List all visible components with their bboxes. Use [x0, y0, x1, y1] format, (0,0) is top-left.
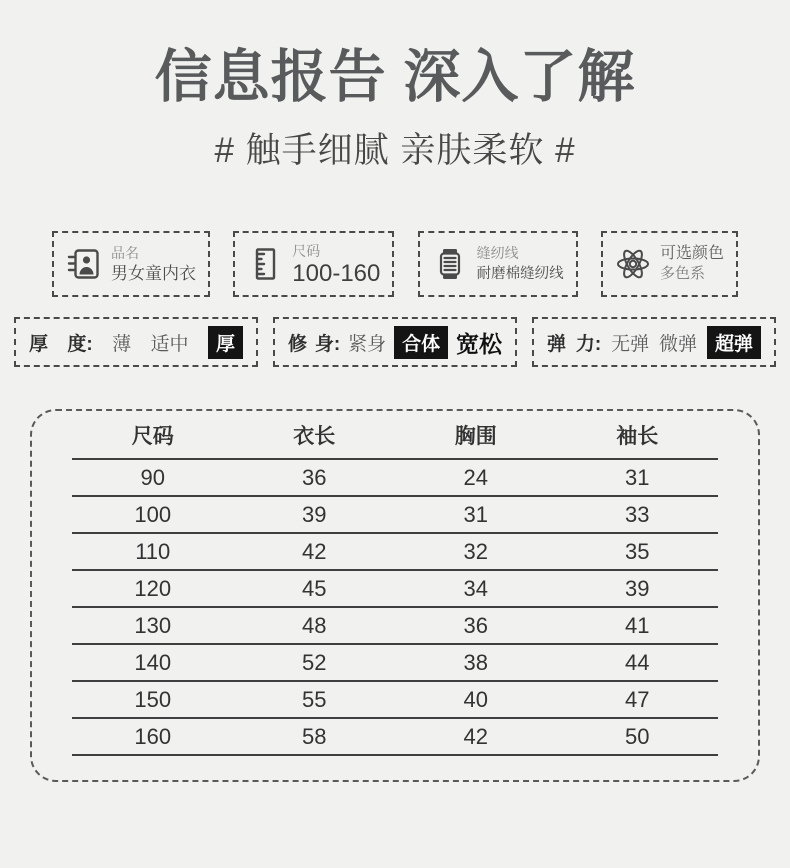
- table-cell: 90: [140, 464, 165, 490]
- option-loose: 宽松: [456, 330, 502, 357]
- info-box-value: 多色系: [659, 264, 705, 282]
- table-row: [72, 571, 718, 608]
- bar-label: 度:: [67, 333, 93, 355]
- bar-label: 厚: [29, 333, 49, 355]
- column-header-sleeve: 袖长: [616, 424, 659, 448]
- table-cell: 35: [625, 538, 650, 564]
- option-medium: 适中: [150, 333, 189, 355]
- info-box-value: 男女童内衣: [111, 263, 196, 283]
- option-thin: 薄: [112, 333, 132, 355]
- table-cell: 52: [302, 649, 327, 675]
- table-cell: 58: [302, 723, 327, 749]
- table-cell: 33: [625, 501, 650, 527]
- size-range-box: [233, 231, 394, 297]
- option-thick-selected: 厚: [208, 326, 243, 359]
- table-cell: 140: [134, 649, 172, 675]
- table-cell: 31: [463, 501, 488, 527]
- table-cell: 38: [463, 649, 488, 675]
- bar-label: 力:: [575, 333, 602, 355]
- info-box-value: 100-160: [292, 259, 381, 287]
- table-cell: 34: [463, 575, 488, 601]
- size-table-panel: [30, 409, 760, 782]
- table-cell: 130: [134, 612, 172, 638]
- option-no-stretch: 无弹: [611, 333, 650, 355]
- info-box-label: 品名: [111, 244, 139, 261]
- page-title: 信息报告 深入了解: [154, 45, 636, 109]
- option-slight-stretch: 微弹: [659, 333, 698, 355]
- table-cell: 40: [463, 686, 488, 712]
- table-cell: 47: [625, 686, 650, 712]
- table-cell: 41: [625, 612, 650, 638]
- table-cell: 36: [463, 612, 488, 638]
- column-header-size: 尺码: [131, 424, 174, 448]
- table-row: [72, 719, 718, 756]
- table-cell: 44: [625, 649, 650, 675]
- table-cell: 48: [302, 612, 327, 638]
- table-row: [72, 645, 718, 682]
- table-cell: 50: [625, 723, 650, 749]
- table-row: [72, 460, 718, 497]
- option-super-stretch-selected: 超弹: [707, 326, 761, 359]
- bar-label: 弹: [547, 333, 567, 355]
- option-tight: 紧身: [348, 333, 387, 355]
- table-cell: 120: [134, 575, 172, 601]
- contact-card-icon: [66, 246, 102, 282]
- table-row: [72, 682, 718, 719]
- table-cell: 42: [302, 538, 327, 564]
- attribute-bar-elasticity: [532, 317, 776, 367]
- info-box-label: 可选颜色: [659, 244, 724, 262]
- page-subtitle: # 触手细腻 亲肤柔软 #: [214, 131, 576, 170]
- table-cell: 55: [302, 686, 327, 712]
- option-fitted-selected: 合体: [394, 326, 448, 359]
- info-box-value: 耐磨棉缝纫线: [476, 265, 564, 282]
- info-box-label: 缝纫线: [476, 244, 519, 261]
- ruler-icon: [247, 246, 283, 282]
- bar-label: 身:: [314, 333, 341, 355]
- attribute-bars-row: [14, 317, 776, 367]
- info-box-row: [52, 231, 738, 297]
- thread-spool-icon: [432, 246, 468, 282]
- bar-label: 修: [288, 333, 308, 355]
- table-row: [72, 608, 718, 645]
- table-cell: 100: [134, 501, 172, 527]
- table-cell: 45: [302, 575, 327, 601]
- column-header-chest: 胸围: [454, 424, 497, 448]
- table-header-row: [72, 411, 718, 460]
- table-cell: 110: [135, 538, 171, 564]
- table-cell: 160: [134, 723, 172, 749]
- sewing-thread-box: [418, 231, 578, 297]
- color-options-box: [601, 231, 738, 297]
- product-name-box: [52, 231, 210, 297]
- table-cell: 39: [302, 501, 327, 527]
- table-cell: 31: [625, 464, 650, 490]
- attribute-bar-thickness: [14, 317, 258, 367]
- table-row: [72, 534, 718, 571]
- table-cell: 42: [463, 723, 488, 749]
- table-cell: 32: [463, 538, 488, 564]
- table-cell: 36: [302, 464, 327, 490]
- attribute-bar-fit: [273, 317, 517, 367]
- atom-icon: [615, 246, 651, 282]
- info-box-label: 尺码: [292, 242, 321, 259]
- column-header-length: 衣长: [293, 424, 336, 448]
- table-cell: 24: [463, 464, 488, 490]
- table-cell: 39: [625, 575, 650, 601]
- table-cell: 150: [134, 686, 172, 712]
- table-row: [72, 497, 718, 534]
